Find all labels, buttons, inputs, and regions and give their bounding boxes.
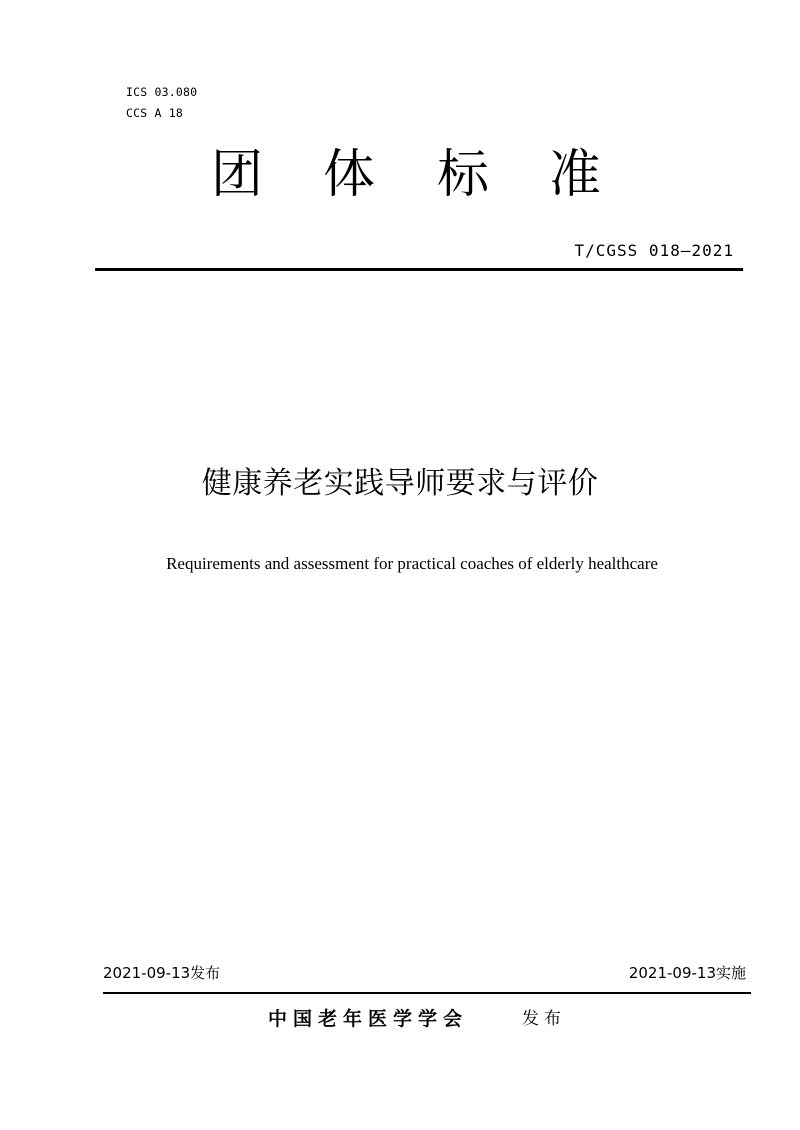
- standard-number: T/CGSS 018—2021: [574, 241, 734, 260]
- standard-type-title: [0, 140, 800, 210]
- ccs-code: CCS A 18: [126, 106, 183, 120]
- top-divider: [95, 268, 743, 271]
- title-char-2: 体: [323, 145, 376, 205]
- publish-date: 2021-09-13发布: [103, 964, 221, 982]
- document-title-english: Requirements and assessment for practical coaches of elderly healthcare: [166, 554, 658, 573]
- bottom-divider: [103, 992, 751, 994]
- issuer-name: 中国老年医学学会: [268, 1008, 469, 1030]
- ics-code: ICS 03.080: [126, 85, 198, 99]
- document-title: 健康养老实践导师要求与评价: [201, 466, 599, 501]
- title-char-4: 准: [549, 145, 602, 205]
- title-char-3: 标: [437, 145, 490, 205]
- issuer-suffix: 发布: [522, 1009, 566, 1029]
- title-char-1: 团: [211, 145, 264, 205]
- effective-date: 2021-09-13实施: [628, 964, 746, 982]
- classification-codes: [126, 82, 197, 124]
